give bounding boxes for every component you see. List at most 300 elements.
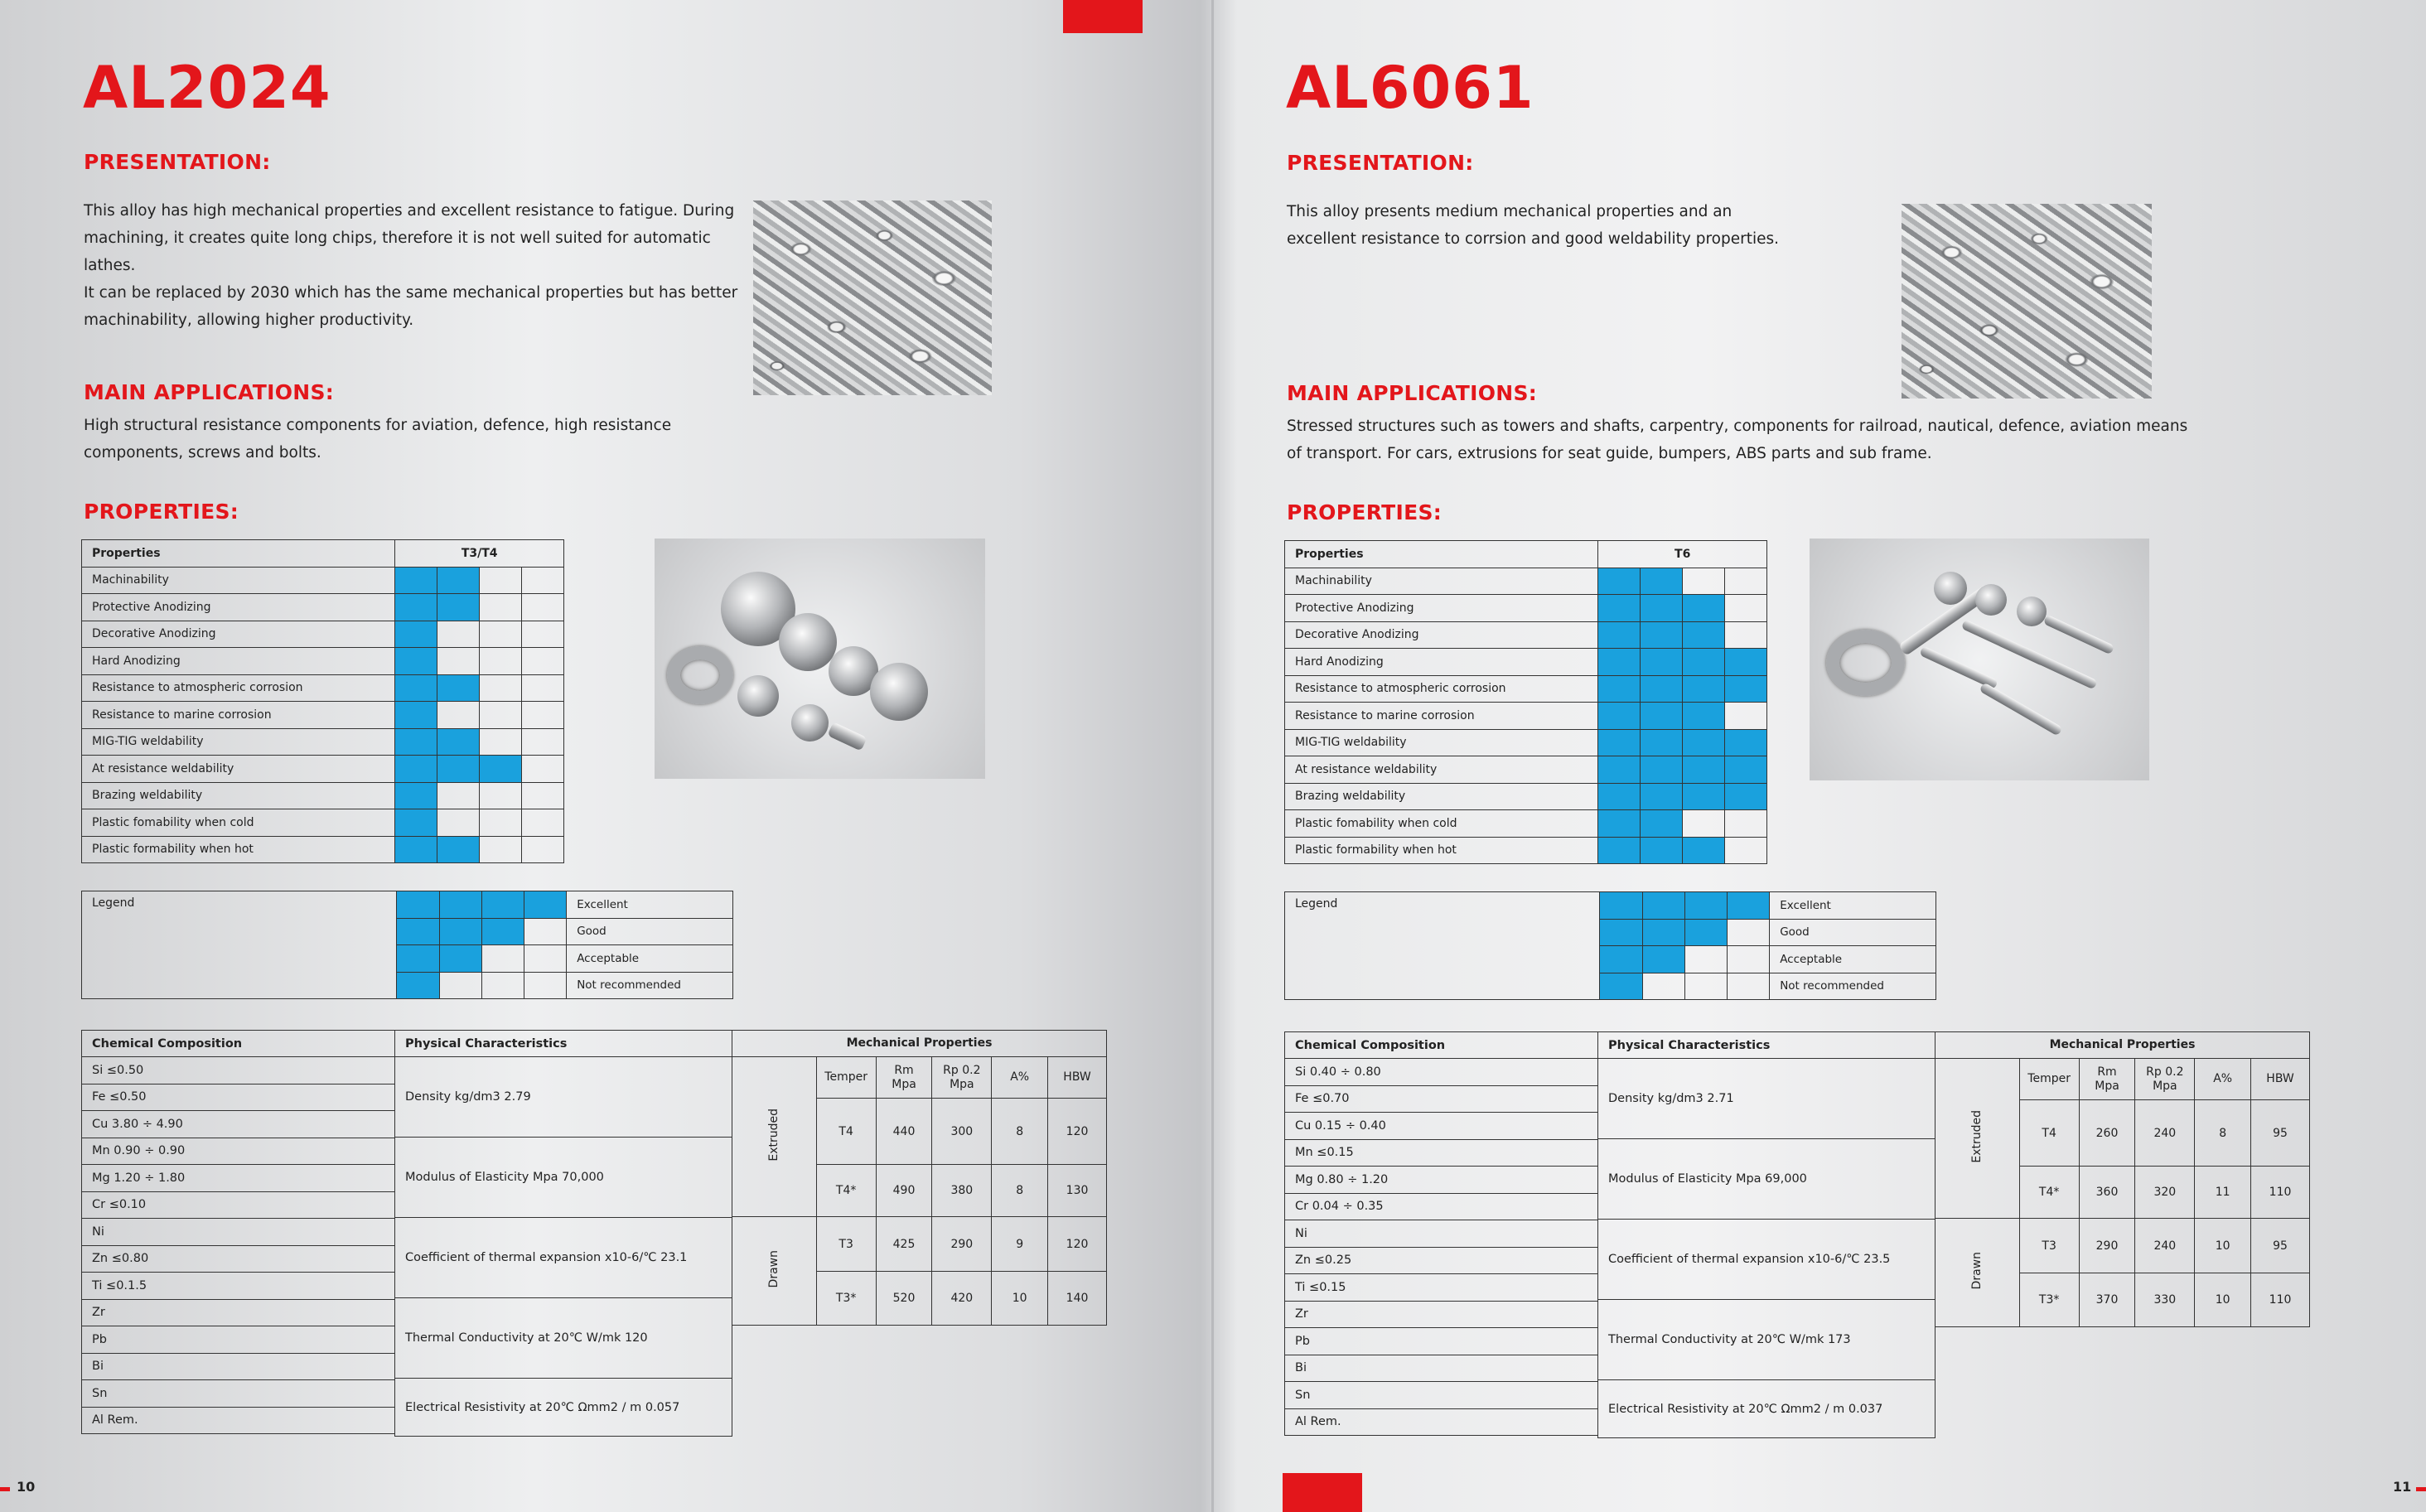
applications-line: High structural resistance components for aviation, defence, high resistance [84,417,672,434]
chem-element: Sn [82,1380,395,1408]
rating-cell [1641,810,1683,838]
phys-thermal-expansion: Coefficient of thermal expansion x10-6/℃ 23.5 [1598,1220,1935,1300]
applications-line: components, screws and bolts. [84,444,321,461]
properties-col-header: Properties [82,540,395,568]
mech-header: Mechanical Properties [1935,1032,2310,1059]
physical-characteristics-table [394,1030,732,1437]
property-name: Machinability [1285,568,1598,595]
mech-group-label: Drawn [1970,1252,1984,1290]
phys-electrical-resistivity: Electrical Resistivity at 20℃ Ωmm2 / m 0.057 [395,1379,732,1437]
applications-line: of transport. For cars, extrusions for seat guide, bumpers, ABS parts and sub frame. [1287,445,1932,462]
presentation-line: machining, it creates quite long chips, therefore it is not well suited for automatic [84,229,711,247]
page-title: AL6061 [1286,54,1534,122]
chem-element: Bi [1285,1355,1598,1382]
properties-table [81,539,564,863]
presentation-line: machinability, allowing higher productivity. [84,312,414,329]
rating-cell [395,702,437,729]
chem-element: Si ≤0.50 [82,1057,395,1084]
mech-group-label: Extruded [1970,1110,1984,1163]
phys-thermal-conductivity: Thermal Conductivity at 20℃ W/mk 120 [395,1298,732,1379]
chem-element: Cu 3.80 ÷ 4.90 [82,1111,395,1138]
rating-cell [480,809,522,837]
mech-cell: 8 [992,1165,1048,1217]
legend-label: Legend [82,891,397,999]
legend-acceptable: Acceptable [567,945,733,973]
chem-header: Chemical Composition [82,1031,395,1057]
chem-header: Chemical Composition [1285,1032,1598,1059]
chem-element: Mg 0.80 ÷ 1.20 [1285,1167,1598,1194]
properties-table [1284,540,1767,864]
property-row [82,648,564,675]
mech-col [932,1057,992,1099]
rating-cell [395,836,437,863]
chemical-composition-table [81,1030,395,1434]
chem-element: Cu 0.15 ÷ 0.40 [1285,1113,1598,1140]
presentation-heading: PRESENTATION: [1287,151,1474,175]
rating-cell [1725,649,1767,676]
rating-cell [395,567,437,594]
property-row [82,836,564,863]
rating-cell [395,621,437,648]
rating-cell [395,594,437,621]
rating-cell [395,648,437,675]
mech-cell: 440 [876,1099,932,1165]
rating-cell [1683,837,1725,864]
rating-cell [395,728,437,756]
rating-cell [437,702,480,729]
rating-cell [1641,595,1683,622]
rating-cell [1641,568,1683,595]
rating-cell [1683,756,1725,784]
page-al6061 [1213,0,2426,1512]
legend-good: Good [567,918,733,945]
rating-cell [1683,783,1725,810]
rating-cell [1725,729,1767,756]
mech-col-label: Rm Mpa [892,1063,916,1091]
property-name: Hard Anodizing [82,648,395,675]
page-number: 10 [17,1479,36,1495]
property-name: Brazing weldability [1285,783,1598,810]
presentation-line: excellent resistance to corrsion and good weldability properties. [1287,230,1779,248]
property-name: Plastic formability when hot [82,836,395,863]
property-name: Decorative Anodizing [1285,621,1598,649]
rating-cell [522,836,564,863]
property-row [1285,621,1767,649]
rating-cell [1598,595,1641,622]
chem-element: Ti ≤0.1.5 [82,1273,395,1300]
chem-element: Fe ≤0.50 [82,1084,395,1111]
rating-cell [395,809,437,837]
legend-label: Legend [1285,892,1600,1000]
phys-density: Density kg/dm3 2.71 [1598,1059,1935,1139]
chem-element: Mg 1.20 ÷ 1.80 [82,1165,395,1192]
chem-element: Mn ≤0.15 [1285,1139,1598,1167]
rating-cell [437,594,480,621]
property-name: MIG-TIG weldability [82,728,395,756]
rating-cell [1598,729,1641,756]
aluminium-chips-photo [1902,204,2152,399]
mech-cell: 420 [932,1272,992,1326]
page-number-bar [2416,1487,2426,1491]
rating-cell [480,567,522,594]
mech-col [2079,1059,2135,1100]
mech-cell: 380 [932,1165,992,1217]
property-row [82,674,564,702]
chem-element: Cr ≤0.10 [82,1191,395,1219]
presentation-heading: PRESENTATION: [84,150,271,174]
mech-cell: T4 [2019,1100,2079,1167]
rating-cell [1641,649,1683,676]
red-tab-bottom [1283,1473,1362,1512]
mech-col [876,1057,932,1099]
rating-cell [522,728,564,756]
mech-cell: 11 [2195,1167,2251,1219]
presentation-line: This alloy presents medium mechanical properties and an [1287,203,1733,220]
chem-element: Zn ≤0.25 [1285,1247,1598,1274]
mech-cell: 240 [2135,1219,2195,1273]
mech-cell: T4* [2019,1167,2079,1219]
legend-excellent: Excellent [567,891,733,919]
legend-excellent: Excellent [1770,892,1936,920]
rating-cell [1725,783,1767,810]
rating-cell [1598,703,1641,730]
rating-cell [522,756,564,783]
rating-cell [1641,837,1683,864]
machined-parts-photo [1810,539,2149,780]
chem-rows [82,1057,395,1434]
rating-cell [480,702,522,729]
chem-element: Mn 0.90 ÷ 0.90 [82,1138,395,1165]
property-name: Resistance to marine corrosion [82,702,395,729]
rating-cell [1683,675,1725,703]
aluminium-chips-photo [753,200,992,395]
rating-cell [480,836,522,863]
rating-cell [437,809,480,837]
rating-cell [1641,756,1683,784]
mech-cell: 140 [1048,1272,1107,1326]
mech-cell: 10 [2195,1219,2251,1273]
chem-element: Si 0.40 ÷ 0.80 [1285,1059,1598,1086]
page-title: AL2024 [83,54,331,122]
rating-cell [1641,729,1683,756]
chem-element: Zr [1285,1301,1598,1328]
property-row [82,756,564,783]
legend-not-recommended: Not recommended [567,972,733,999]
chem-rows [1285,1059,1598,1436]
phys-modulus: Modulus of Elasticity Mpa 69,000 [1598,1139,1935,1220]
temper-col-header: T6 [1598,541,1767,568]
mech-col [2135,1059,2195,1100]
rating-cell [1683,649,1725,676]
rating-cell [1725,810,1767,838]
mech-group-label: Extruded [767,1109,781,1162]
rating-cell [1598,810,1641,838]
rating-cell [395,756,437,783]
mech-col: HBW [2251,1059,2310,1100]
mech-cell: T4* [816,1165,876,1217]
applications-heading: MAIN APPLICATIONS: [1287,381,1538,405]
applications-heading: MAIN APPLICATIONS: [84,380,335,404]
rating-cell [437,756,480,783]
chem-element: Ti ≤0.15 [1285,1274,1598,1302]
mech-cell: 290 [932,1217,992,1272]
mech-col-label: Rp 0.2 Mpa [2146,1065,2184,1093]
mech-cell: T4 [816,1099,876,1165]
phys-electrical-resistivity: Electrical Resistivity at 20℃ Ωmm2 / m 0.037 [1598,1380,1935,1438]
property-name: Resistance to atmospheric corrosion [82,674,395,702]
rating-cell [1725,621,1767,649]
mechanical-properties-table [732,1030,1107,1326]
phys-header: Physical Characteristics [395,1031,732,1057]
property-row [1285,703,1767,730]
rating-cell [1725,675,1767,703]
rating-cell [1598,756,1641,784]
rating-cell [480,594,522,621]
property-row [82,567,564,594]
rating-cell [395,782,437,809]
mech-col: Temper [2019,1059,2079,1100]
phys-modulus: Modulus of Elasticity Mpa 70,000 [395,1138,732,1218]
rating-cell [1598,837,1641,864]
mech-group-drawn [732,1217,817,1326]
property-name: Resistance to marine corrosion [1285,703,1598,730]
machined-parts-photo [655,539,985,779]
rating-cell [437,674,480,702]
rating-cell [1641,621,1683,649]
rating-cell [522,782,564,809]
mech-cell: 120 [1048,1217,1107,1272]
rating-cell [395,674,437,702]
chem-element: Zn ≤0.80 [82,1245,395,1273]
rating-cell [437,621,480,648]
rating-cell [522,674,564,702]
property-row [1285,783,1767,810]
property-name: At resistance weldability [82,756,395,783]
mech-group-drawn [1935,1219,2020,1327]
mech-col-label: Rm Mpa [2095,1065,2119,1093]
property-row [82,702,564,729]
property-row [1285,568,1767,595]
mech-cell: 260 [2079,1100,2135,1167]
mech-cell: 425 [876,1217,932,1272]
chem-element: Sn [1285,1382,1598,1409]
presentation-text [84,197,747,334]
properties-col-header: Properties [1285,541,1598,568]
mech-group-extruded [1935,1059,2020,1219]
chem-element: Fe ≤0.70 [1285,1085,1598,1113]
rating-cell [522,594,564,621]
property-name: At resistance weldability [1285,756,1598,784]
rating-cell [437,728,480,756]
composition-section [1284,1031,2312,1437]
legend-table [81,891,733,999]
mech-group-extruded [732,1057,817,1217]
mech-cell: 10 [2195,1273,2251,1327]
chem-element: Pb [82,1326,395,1354]
property-row [1285,756,1767,784]
property-row [82,621,564,648]
mech-cell: 290 [2079,1219,2135,1273]
presentation-line: It can be replaced by 2030 which has the same mechanical properties but has better [84,284,738,302]
mech-cell: 240 [2135,1100,2195,1167]
page-number: 11 [2393,1479,2412,1495]
property-name: Plastic formability when hot [1285,837,1598,864]
mech-cell: 360 [2079,1167,2135,1219]
chem-element: Al Rem. [82,1407,395,1434]
mech-cell: 300 [932,1099,992,1165]
mech-group-label: Drawn [767,1250,781,1288]
property-row [1285,649,1767,676]
mech-cell: 330 [2135,1273,2195,1327]
chemical-composition-table [1284,1031,1598,1436]
presentation-line: This alloy has high mechanical properties and excellent resistance to fatigue. During [84,202,735,220]
rating-cell [1641,783,1683,810]
rating-cell [1598,621,1641,649]
property-name: Protective Anodizing [1285,595,1598,622]
rating-cell [1641,703,1683,730]
property-row [82,809,564,837]
mechanical-properties-table [1935,1031,2310,1327]
chem-element: Ni [82,1219,395,1246]
rating-cell [480,728,522,756]
mech-col-label: Rp 0.2 Mpa [943,1063,981,1091]
phys-header: Physical Characteristics [1598,1032,1935,1059]
chem-element: Ni [1285,1220,1598,1248]
composition-section [81,1030,1109,1436]
property-name: Brazing weldability [82,782,395,809]
mech-cell: 370 [2079,1273,2135,1327]
rating-cell [1725,756,1767,784]
mech-cell: 10 [992,1272,1048,1326]
rating-cell [437,648,480,675]
property-row [1285,675,1767,703]
mech-cell: 110 [2251,1273,2310,1327]
property-name: Resistance to atmospheric corrosion [1285,675,1598,703]
physical-characteristics-table [1597,1031,1935,1438]
rating-cell [1683,703,1725,730]
phys-density: Density kg/dm3 2.79 [395,1057,732,1138]
rating-cell [1598,675,1641,703]
mech-cell: 8 [2195,1100,2251,1167]
property-name: MIG-TIG weldability [1285,729,1598,756]
property-name: Machinability [82,567,395,594]
property-name: Decorative Anodizing [82,621,395,648]
rating-cell [480,674,522,702]
property-row [1285,729,1767,756]
mech-cell: 9 [992,1217,1048,1272]
rating-cell [1598,568,1641,595]
mech-cell: 520 [876,1272,932,1326]
rating-cell [1683,621,1725,649]
rating-cell [480,621,522,648]
mech-cell: 490 [876,1165,932,1217]
legend-table [1284,891,1936,1000]
property-row [1285,595,1767,622]
mech-cell: T3* [816,1272,876,1326]
rating-cell [522,648,564,675]
rating-cell [1683,568,1725,595]
mech-cell: 120 [1048,1099,1107,1165]
property-row [82,782,564,809]
chem-element: Bi [82,1353,395,1380]
rating-cell [522,702,564,729]
temper-col-header: T3/T4 [395,540,564,568]
rating-cell [1725,837,1767,864]
mech-col: HBW [1048,1057,1107,1099]
rating-cell [437,836,480,863]
presentation-text [1287,198,1867,253]
mech-col: Temper [816,1057,876,1099]
mech-cell: 95 [2251,1100,2310,1167]
properties-rows [82,567,564,863]
legend-acceptable: Acceptable [1770,946,1936,973]
rating-cell [480,756,522,783]
mech-cell: 130 [1048,1165,1107,1217]
mech-cell: T3 [816,1217,876,1272]
mech-cell: 110 [2251,1167,2310,1219]
rating-cell [437,782,480,809]
mech-col: A% [2195,1059,2251,1100]
rating-cell [1683,595,1725,622]
properties-heading: PROPERTIES: [84,500,239,524]
property-name: Protective Anodizing [82,594,395,621]
rating-cell [522,809,564,837]
chem-element: Al Rem. [1285,1408,1598,1436]
property-name: Hard Anodizing [1285,649,1598,676]
rating-cell [437,567,480,594]
rating-cell [1683,729,1725,756]
rating-cell [1725,595,1767,622]
rating-cell [1683,810,1725,838]
rating-cell [1725,568,1767,595]
mech-cell: T3* [2019,1273,2079,1327]
property-row [82,594,564,621]
applications-text [84,412,747,466]
chem-element: Zr [82,1299,395,1326]
mech-cell: 8 [992,1099,1048,1165]
mech-cell: 95 [2251,1219,2310,1273]
applications-text [1287,413,2215,467]
page-number-bar [0,1487,10,1491]
chem-element: Pb [1285,1328,1598,1355]
property-row [1285,810,1767,838]
properties-rows [1285,568,1767,864]
presentation-line: lathes. [84,257,136,274]
rating-cell [1598,649,1641,676]
chem-element: Cr 0.04 ÷ 0.35 [1285,1193,1598,1220]
phys-thermal-expansion: Coefficient of thermal expansion x10-6/℃ 23.1 [395,1218,732,1298]
rating-cell [1641,675,1683,703]
property-row [82,728,564,756]
mech-col: A% [992,1057,1048,1099]
applications-line: Stressed structures such as towers and shafts, carpentry, components for railroad, nautical, defence, aviation means [1287,418,2188,435]
rating-cell [480,648,522,675]
property-name: Plastic fomability when cold [1285,810,1598,838]
rating-cell [480,782,522,809]
mech-cell: 320 [2135,1167,2195,1219]
legend-not-recommended: Not recommended [1770,973,1936,1000]
rating-cell [522,567,564,594]
legend-good: Good [1770,919,1936,946]
property-name: Plastic fomability when cold [82,809,395,837]
mech-cell: T3 [2019,1219,2079,1273]
red-tab-top [1063,0,1143,33]
mech-header: Mechanical Properties [732,1031,1107,1057]
phys-thermal-conductivity: Thermal Conductivity at 20℃ W/mk 173 [1598,1300,1935,1380]
property-row [1285,837,1767,864]
rating-cell [522,621,564,648]
rating-cell [1598,783,1641,810]
